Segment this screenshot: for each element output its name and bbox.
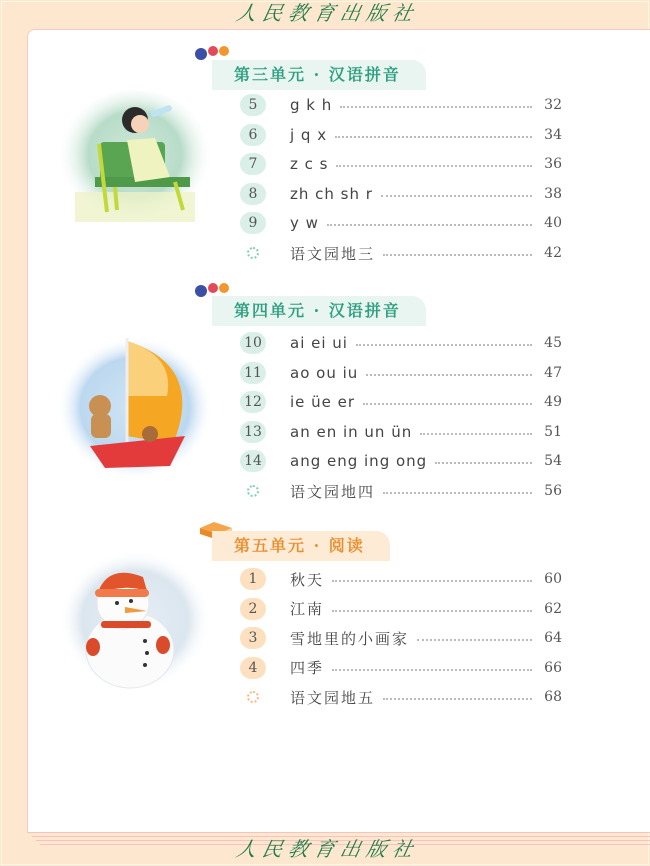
dot-leader	[366, 374, 532, 376]
toc-entry[interactable]	[240, 242, 562, 264]
page-number: 68	[544, 689, 562, 706]
page-number: 54	[544, 453, 562, 470]
toc-entry[interactable]	[240, 598, 562, 620]
unit-header: 第五单元 · 阅读	[212, 531, 390, 561]
dot-leader	[383, 492, 532, 494]
dot-leader	[332, 610, 532, 612]
unit-header: 第三单元 · 汉语拼音	[212, 60, 426, 90]
page-edge	[28, 832, 650, 833]
dot-leader	[363, 403, 532, 405]
dot-leader	[340, 106, 532, 108]
dot-leader	[383, 254, 532, 256]
toc-entry[interactable]	[240, 686, 562, 708]
page-number: 62	[544, 600, 562, 617]
page-number: 32	[544, 97, 562, 113]
lesson-number: 2	[240, 598, 266, 620]
dot-leader	[335, 136, 532, 138]
dot-leader	[435, 462, 532, 464]
lesson-title[interactable]: 语文园地五	[290, 688, 376, 707]
dot-leader	[356, 344, 532, 346]
lesson-number: 1	[240, 568, 266, 590]
lesson-title[interactable]: 语文园地三	[290, 244, 376, 263]
toc-entry[interactable]	[240, 362, 562, 384]
toc-entry[interactable]	[240, 124, 562, 146]
ring-icon	[240, 688, 266, 707]
lesson-number: 9	[240, 212, 266, 234]
lesson-title[interactable]: an en in un ün	[290, 422, 413, 441]
dot-leader	[332, 669, 532, 671]
lesson-title[interactable]: zh ch sh r	[290, 184, 373, 203]
dot-leader	[417, 639, 532, 641]
page-number: 40	[544, 215, 562, 232]
ring-icon	[240, 244, 266, 263]
lesson-title[interactable]: 江南	[290, 600, 325, 619]
page-number: 45	[544, 335, 562, 351]
toc-entry[interactable]	[240, 421, 562, 443]
page-number: 42	[544, 245, 562, 261]
lesson-title[interactable]: ai ei ui	[290, 334, 348, 352]
page-number: 56	[544, 483, 562, 499]
toc-entry[interactable]	[240, 657, 562, 679]
page-number: 34	[544, 126, 562, 143]
lesson-title[interactable]: 秋天	[290, 570, 325, 589]
toc-entry[interactable]	[240, 332, 562, 354]
toc-entry[interactable]	[240, 450, 562, 472]
page-number: 36	[544, 156, 562, 173]
page-number: 38	[544, 185, 562, 202]
lesson-number: 10	[240, 332, 266, 354]
toc-entry[interactable]	[240, 391, 562, 413]
lesson-title[interactable]: j q x	[290, 125, 328, 144]
lesson-title[interactable]: ao ou iu	[290, 363, 359, 382]
lesson-title[interactable]: g k h	[290, 96, 333, 114]
lesson-number: 3	[240, 627, 266, 649]
page-number: 47	[544, 364, 562, 381]
lesson-title[interactable]: 雪地里的小画家	[290, 629, 410, 648]
lesson-number: 5	[240, 94, 266, 116]
toc-entry[interactable]	[240, 183, 562, 205]
page-number: 51	[544, 423, 562, 440]
toc-entry[interactable]	[240, 153, 562, 175]
toc-entry[interactable]	[240, 568, 562, 590]
publisher-logo-bottom: 人民教育出版社	[233, 837, 422, 861]
lesson-number: 4	[240, 657, 266, 679]
lesson-title[interactable]: 四季	[290, 659, 325, 678]
lesson-title[interactable]: ang eng ing ong	[290, 452, 428, 471]
page-number: 49	[544, 394, 562, 411]
lesson-number: 14	[240, 450, 266, 472]
page-number: 66	[544, 659, 562, 676]
dot-leader	[420, 433, 532, 435]
lesson-number: 13	[240, 421, 266, 443]
lesson-number: 6	[240, 124, 266, 146]
unit-header: 第四单元 · 汉语拼音	[212, 296, 426, 326]
page-number: 64	[544, 630, 562, 647]
dot-leader	[327, 224, 532, 226]
dot-leader	[383, 698, 532, 700]
lesson-title[interactable]: y w	[290, 214, 319, 233]
dot-leader	[336, 165, 532, 167]
lesson-title[interactable]: 语文园地四	[290, 482, 376, 501]
page-number: 60	[544, 571, 562, 587]
pinyin-balls-icon	[194, 281, 230, 297]
ring-icon	[240, 482, 266, 501]
lesson-title[interactable]: ie üe er	[290, 393, 356, 412]
toc-entry[interactable]	[240, 627, 562, 649]
toc-entry[interactable]	[240, 94, 562, 116]
lesson-title[interactable]: z c s	[290, 155, 329, 174]
pinyin-balls-icon	[194, 44, 230, 60]
dot-leader	[332, 580, 532, 582]
lesson-number: 12	[240, 391, 266, 413]
sailboat-illustration	[55, 326, 215, 486]
snowman-illustration	[55, 545, 215, 705]
toc-entry[interactable]	[240, 212, 562, 234]
dot-leader	[381, 195, 532, 197]
girl-on-bench-illustration	[55, 82, 215, 242]
lesson-number: 7	[240, 153, 266, 175]
publisher-logo-top: 人民教育出版社	[233, 1, 422, 25]
lesson-number: 11	[240, 362, 266, 384]
lesson-number: 8	[240, 183, 266, 205]
toc-entry[interactable]	[240, 480, 562, 502]
